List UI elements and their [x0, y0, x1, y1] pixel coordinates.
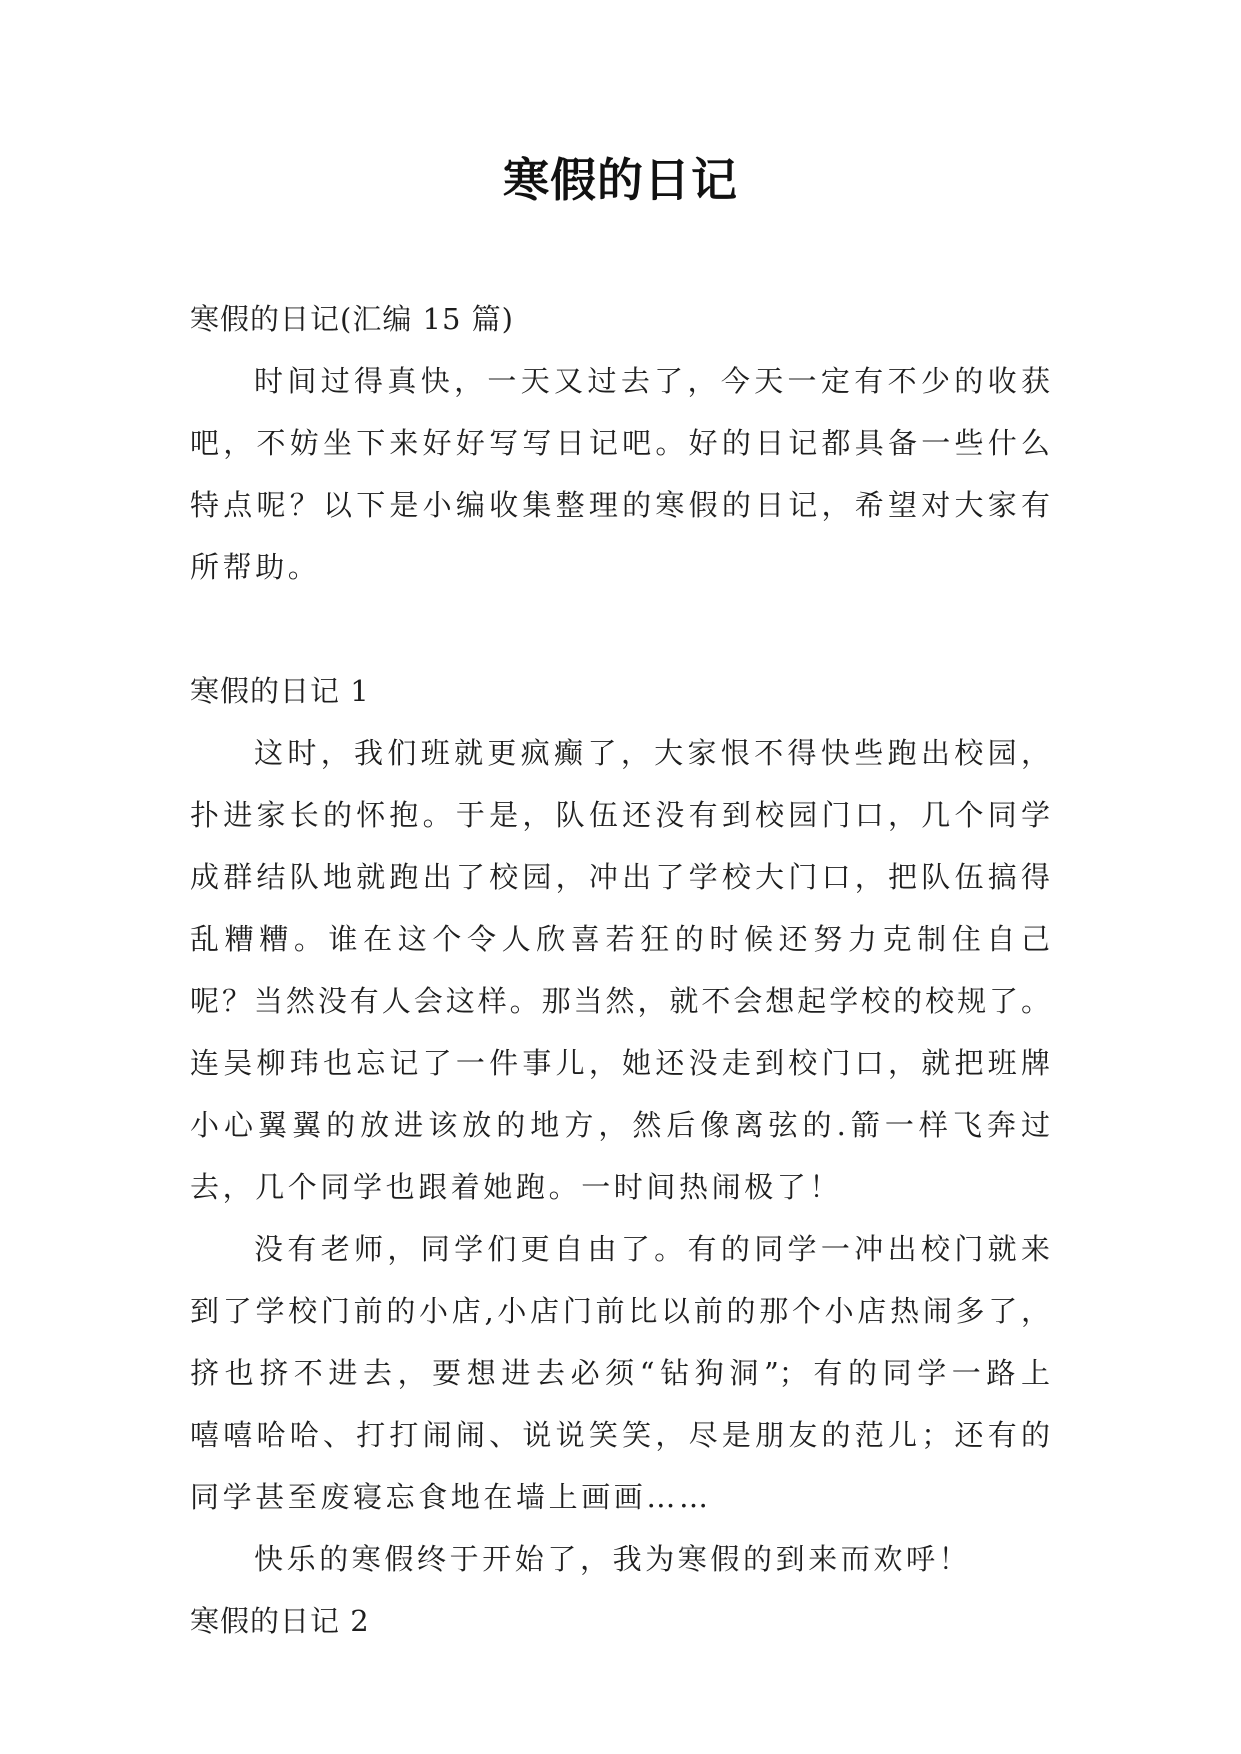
section1-paragraph-3 [190, 1528, 1050, 1590]
paragraph-line: 没有老师，同学们更自由了。有的同学一冲出校门就来 [254, 1232, 1050, 1266]
paragraph-line: 吧，不妨坐下来好好写写日记吧。好的日记都具备一些什么 [190, 426, 1050, 460]
paragraph-line: 连吴柳玮也忘记了一件事儿，她还没走到校门口，就把班牌 [190, 1046, 1050, 1080]
paragraph-line: 乱糟糟。谁在这个令人欣喜若狂的时候还努力克制住自己 [190, 922, 1050, 956]
paragraph-line: 呢？当然没有人会这样。那当然，就不会想起学校的校规了。 [190, 984, 1050, 1018]
paragraph-line: 成群结队地就跑出了校园，冲出了学校大门口，把队伍搞得 [190, 860, 1050, 894]
paragraph-line: 快乐的寒假终于开始了，我为寒假的到来而欢呼！ [254, 1542, 972, 1576]
document-title: 寒假的日记 [503, 153, 738, 207]
paragraph-line: 小心翼翼的放进该放的地方，然后像离弦的.箭一样飞奔过 [190, 1108, 1050, 1142]
paragraph-line: 同学甚至废寝忘食地在墙上画画…… [190, 1480, 712, 1514]
paragraph-line: 时间过得真快，一天又过去了，今天一定有不少的收获 [254, 364, 1050, 398]
section1-paragraph-1 [190, 722, 1050, 1218]
document-body [190, 288, 1050, 1652]
document-subtitle: 寒假的日记(汇编 15 篇) [190, 302, 514, 336]
paragraph-line: 到了学校门前的小店,小店门前比以前的那个小店热闹多了， [190, 1294, 1050, 1328]
section-heading-2: 寒假的日记 2 [190, 1604, 370, 1638]
paragraph-line: 扑进家长的怀抱。于是，队伍还没有到校园门口，几个同学 [190, 798, 1050, 832]
paragraph-line: 挤也挤不进去，要想进去必须“钻狗洞”；有的同学一路上 [190, 1356, 1050, 1390]
paragraph-line: 去，几个同学也跟着她跑。一时间热闹极了！ [190, 1170, 843, 1204]
paragraph-line: 特点呢？以下是小编收集整理的寒假的日记，希望对大家有 [190, 488, 1050, 522]
paragraph-line: 这时，我们班就更疯癫了，大家恨不得快些跑出校园， [254, 736, 1050, 770]
section-heading-1: 寒假的日记 1 [190, 674, 370, 708]
paragraph-line: 嘻嘻哈哈、打打闹闹、说说笑笑，尽是朋友的范儿；还有的 [190, 1418, 1050, 1452]
blank-line [190, 598, 1050, 660]
section1-paragraph-2 [190, 1218, 1050, 1528]
intro-paragraph [190, 350, 1050, 598]
paragraph-line: 所帮助。 [190, 550, 321, 584]
